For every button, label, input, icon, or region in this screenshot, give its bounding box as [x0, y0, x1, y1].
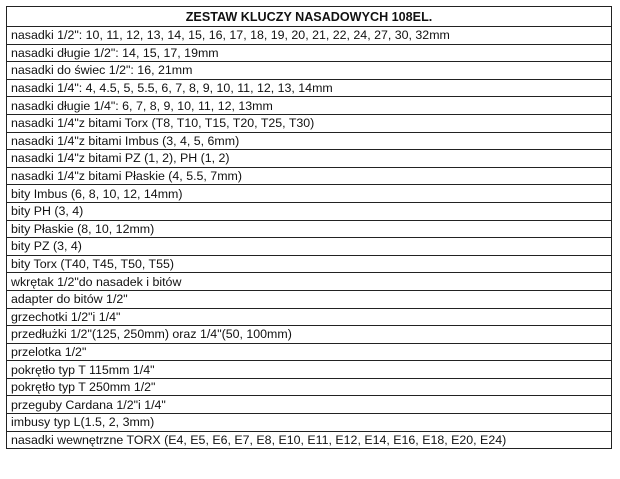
table-row [7, 27, 612, 45]
table-row [7, 97, 612, 115]
table-cell: nasadki długie 1/4": 6, 7, 8, 9, 10, 11, 12, 13mm [7, 97, 612, 115]
table-row [7, 202, 612, 220]
table-row [7, 414, 612, 432]
table-cell: grzechotki 1/2"i 1/4" [7, 308, 612, 326]
table-cell: bity PZ (3, 4) [7, 238, 612, 256]
spec-sheet [6, 6, 612, 449]
table-row [7, 308, 612, 326]
table-row [7, 62, 612, 80]
table-cell: nasadki 1/4"z bitami Torx (T8, T10, T15, T20, T25, T30) [7, 114, 612, 132]
table-row [7, 378, 612, 396]
table-row [7, 255, 612, 273]
table-cell: pokrętło typ T 250mm 1/2" [7, 378, 612, 396]
table-row [7, 185, 612, 203]
table-cell: adapter do bitów 1/2" [7, 290, 612, 308]
table-row [7, 150, 612, 168]
table-cell: imbusy typ L(1.5, 2, 3mm) [7, 414, 612, 432]
table-row [7, 431, 612, 449]
table-row [7, 220, 612, 238]
table-cell: przedłużki 1/2"(125, 250mm) oraz 1/4"(50, 100mm) [7, 326, 612, 344]
table-cell: przelotka 1/2" [7, 343, 612, 361]
table-row [7, 396, 612, 414]
table-title: ZESTAW KLUCZY NASADOWYCH 108EL. [7, 7, 612, 27]
table-cell: bity PH (3, 4) [7, 202, 612, 220]
table-cell: bity Imbus (6, 8, 10, 12, 14mm) [7, 185, 612, 203]
contents-table [6, 6, 612, 449]
table-row [7, 44, 612, 62]
table-cell: nasadki do świec 1/2": 16, 21mm [7, 62, 612, 80]
table-cell: wkrętak 1/2"do nasadek i bitów [7, 273, 612, 291]
table-cell: pokrętło typ T 115mm 1/4" [7, 361, 612, 379]
table-row [7, 238, 612, 256]
table-cell: bity Płaskie (8, 10, 12mm) [7, 220, 612, 238]
table-row [7, 290, 612, 308]
table-cell: nasadki 1/2": 10, 11, 12, 13, 14, 15, 16, 17, 18, 19, 20, 21, 22, 24, 27, 30, 32mm [7, 27, 612, 45]
table-cell: nasadki 1/4": 4, 4.5, 5, 5.5, 6, 7, 8, 9, 10, 11, 12, 13, 14mm [7, 79, 612, 97]
table-header-row [7, 7, 612, 27]
table-row [7, 79, 612, 97]
table-cell: nasadki długie 1/2": 14, 15, 17, 19mm [7, 44, 612, 62]
table-cell: nasadki wewnętrzne TORX (E4, E5, E6, E7, E8, E10, E11, E12, E14, E16, E18, E20, E24) [7, 431, 612, 449]
table-row [7, 273, 612, 291]
table-row [7, 361, 612, 379]
table-row [7, 167, 612, 185]
table-cell: nasadki 1/4"z bitami PZ (1, 2), PH (1, 2) [7, 150, 612, 168]
table-row [7, 326, 612, 344]
table-row [7, 114, 612, 132]
table-row [7, 343, 612, 361]
table-row [7, 132, 612, 150]
table-cell: bity Torx (T40, T45, T50, T55) [7, 255, 612, 273]
table-cell: nasadki 1/4"z bitami Płaskie (4, 5.5, 7mm) [7, 167, 612, 185]
table-cell: przeguby Cardana 1/2"i 1/4" [7, 396, 612, 414]
table-cell: nasadki 1/4"z bitami Imbus (3, 4, 5, 6mm) [7, 132, 612, 150]
